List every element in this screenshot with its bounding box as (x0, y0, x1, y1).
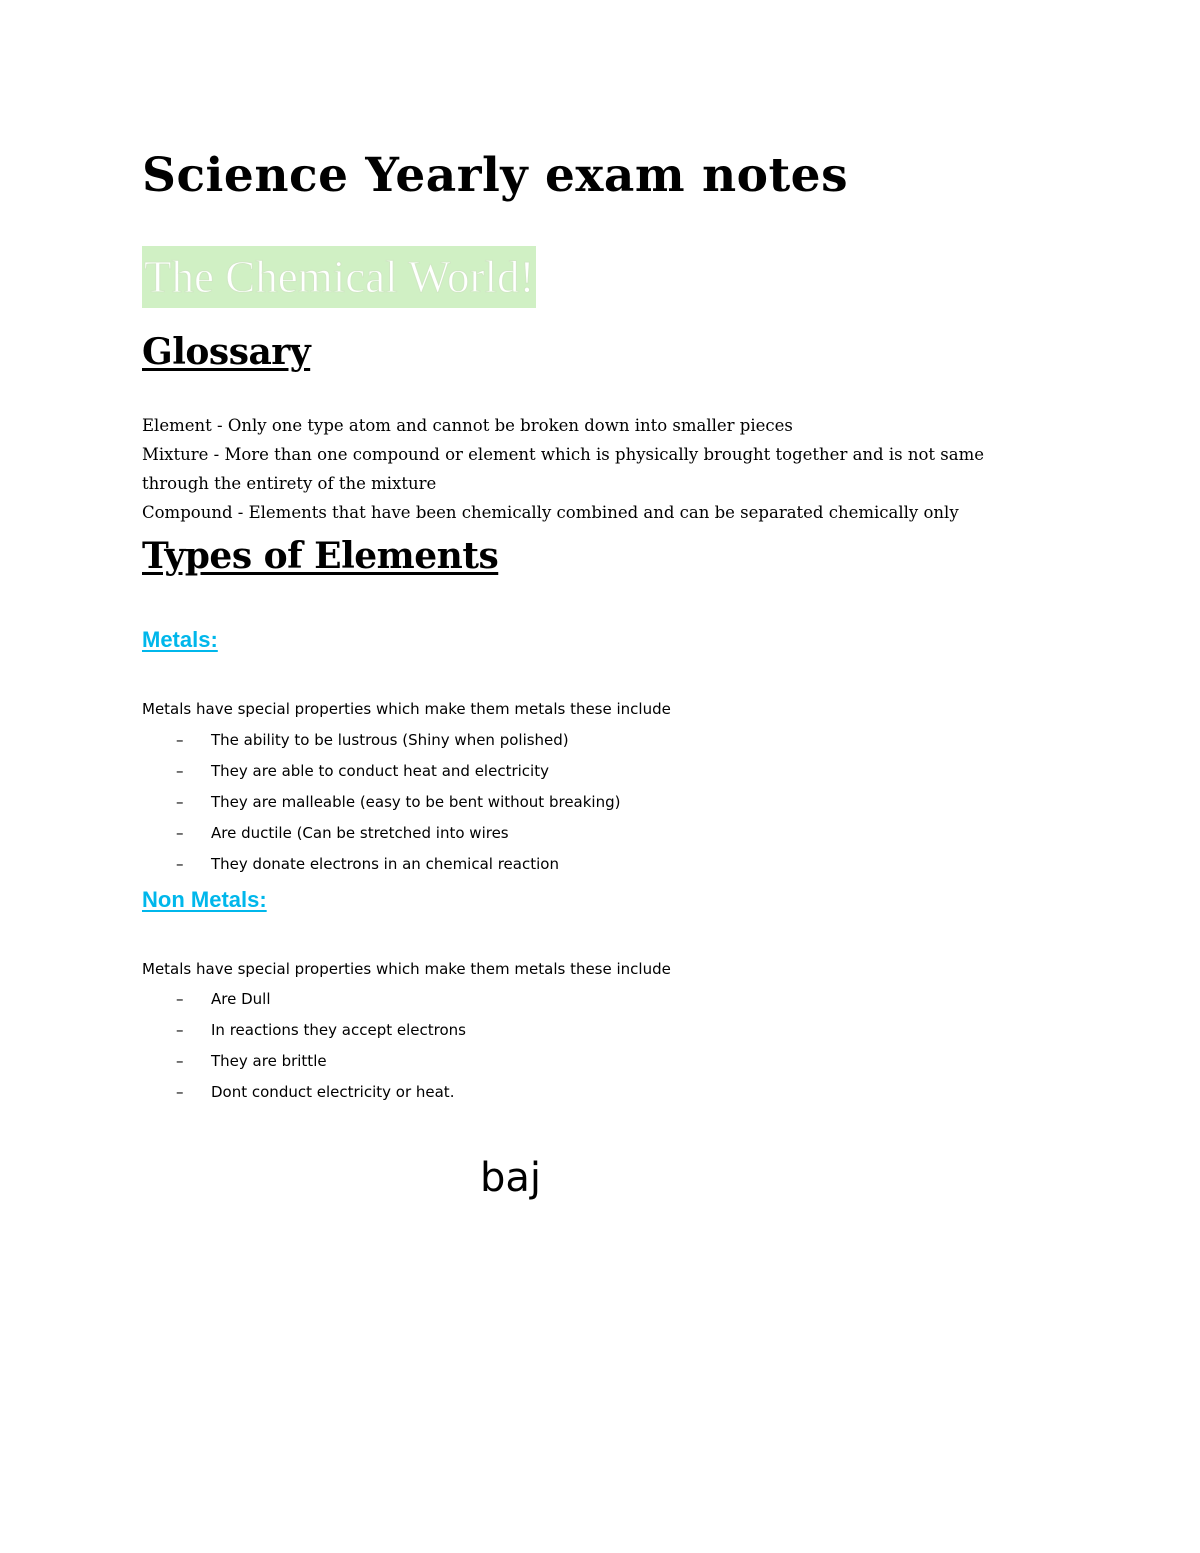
dash-bullet: – (176, 855, 184, 873)
non-metals-intro: Metals have special properties which make them metals these include (142, 960, 671, 978)
section-title-text: The Chemical World! (144, 252, 535, 302)
list-item (176, 761, 549, 781)
metals-intro: Metals have special properties which make them metals these include (142, 700, 671, 718)
glossary-mixture-definition-continued: through the entirety of the mixture (142, 474, 437, 493)
document-title: Science Yearly exam notes (142, 148, 849, 203)
list-item-text: They are malleable (easy to be bent without breaking) (211, 793, 621, 811)
dash-bullet: – (176, 824, 184, 842)
dash-bullet: – (176, 1021, 184, 1039)
list-item-text: They are brittle (211, 1052, 327, 1070)
glossary-compound-definition: Compound - Elements that have been chemically combined and can be separated chemically only (142, 503, 959, 522)
glossary-element-definition: Element - Only one type atom and cannot be broken down into smaller pieces (142, 416, 793, 435)
list-item (176, 989, 271, 1009)
list-item-text: In reactions they accept electrons (211, 1021, 466, 1039)
list-item (176, 854, 559, 874)
non-metals-heading: Non Metals: (142, 887, 267, 912)
list-item-text: They donate electrons in an chemical reaction (211, 855, 559, 873)
section-title-highlighted (142, 246, 536, 308)
list-item-text: They are able to conduct heat and electricity (211, 762, 549, 780)
list-item (176, 792, 620, 812)
list-item-text: The ability to be lustrous (Shiny when polished) (211, 731, 569, 749)
glossary-heading: Glossary (142, 331, 311, 373)
list-item-text: Dont conduct electricity or heat. (211, 1083, 455, 1101)
dash-bullet: – (176, 762, 184, 780)
dash-bullet: – (176, 793, 184, 811)
types-of-elements-heading: Types of Elements (142, 535, 499, 577)
dash-bullet: – (176, 1052, 184, 1070)
dash-bullet: – (176, 731, 184, 749)
dash-bullet: – (176, 990, 184, 1008)
list-item (176, 1051, 327, 1071)
list-item (176, 1020, 466, 1040)
list-item-text: Are Dull (211, 990, 271, 1008)
handwritten-signature: baj (480, 1155, 542, 1201)
dash-bullet: – (176, 1083, 184, 1101)
metals-heading: Metals: (142, 627, 218, 652)
list-item-text: Are ductile (Can be stretched into wires (211, 824, 509, 842)
list-item (176, 1082, 454, 1102)
glossary-mixture-definition: Mixture - More than one compound or element which is physically brought together and is not same (142, 445, 984, 464)
list-item (176, 823, 509, 843)
list-item (176, 730, 569, 750)
